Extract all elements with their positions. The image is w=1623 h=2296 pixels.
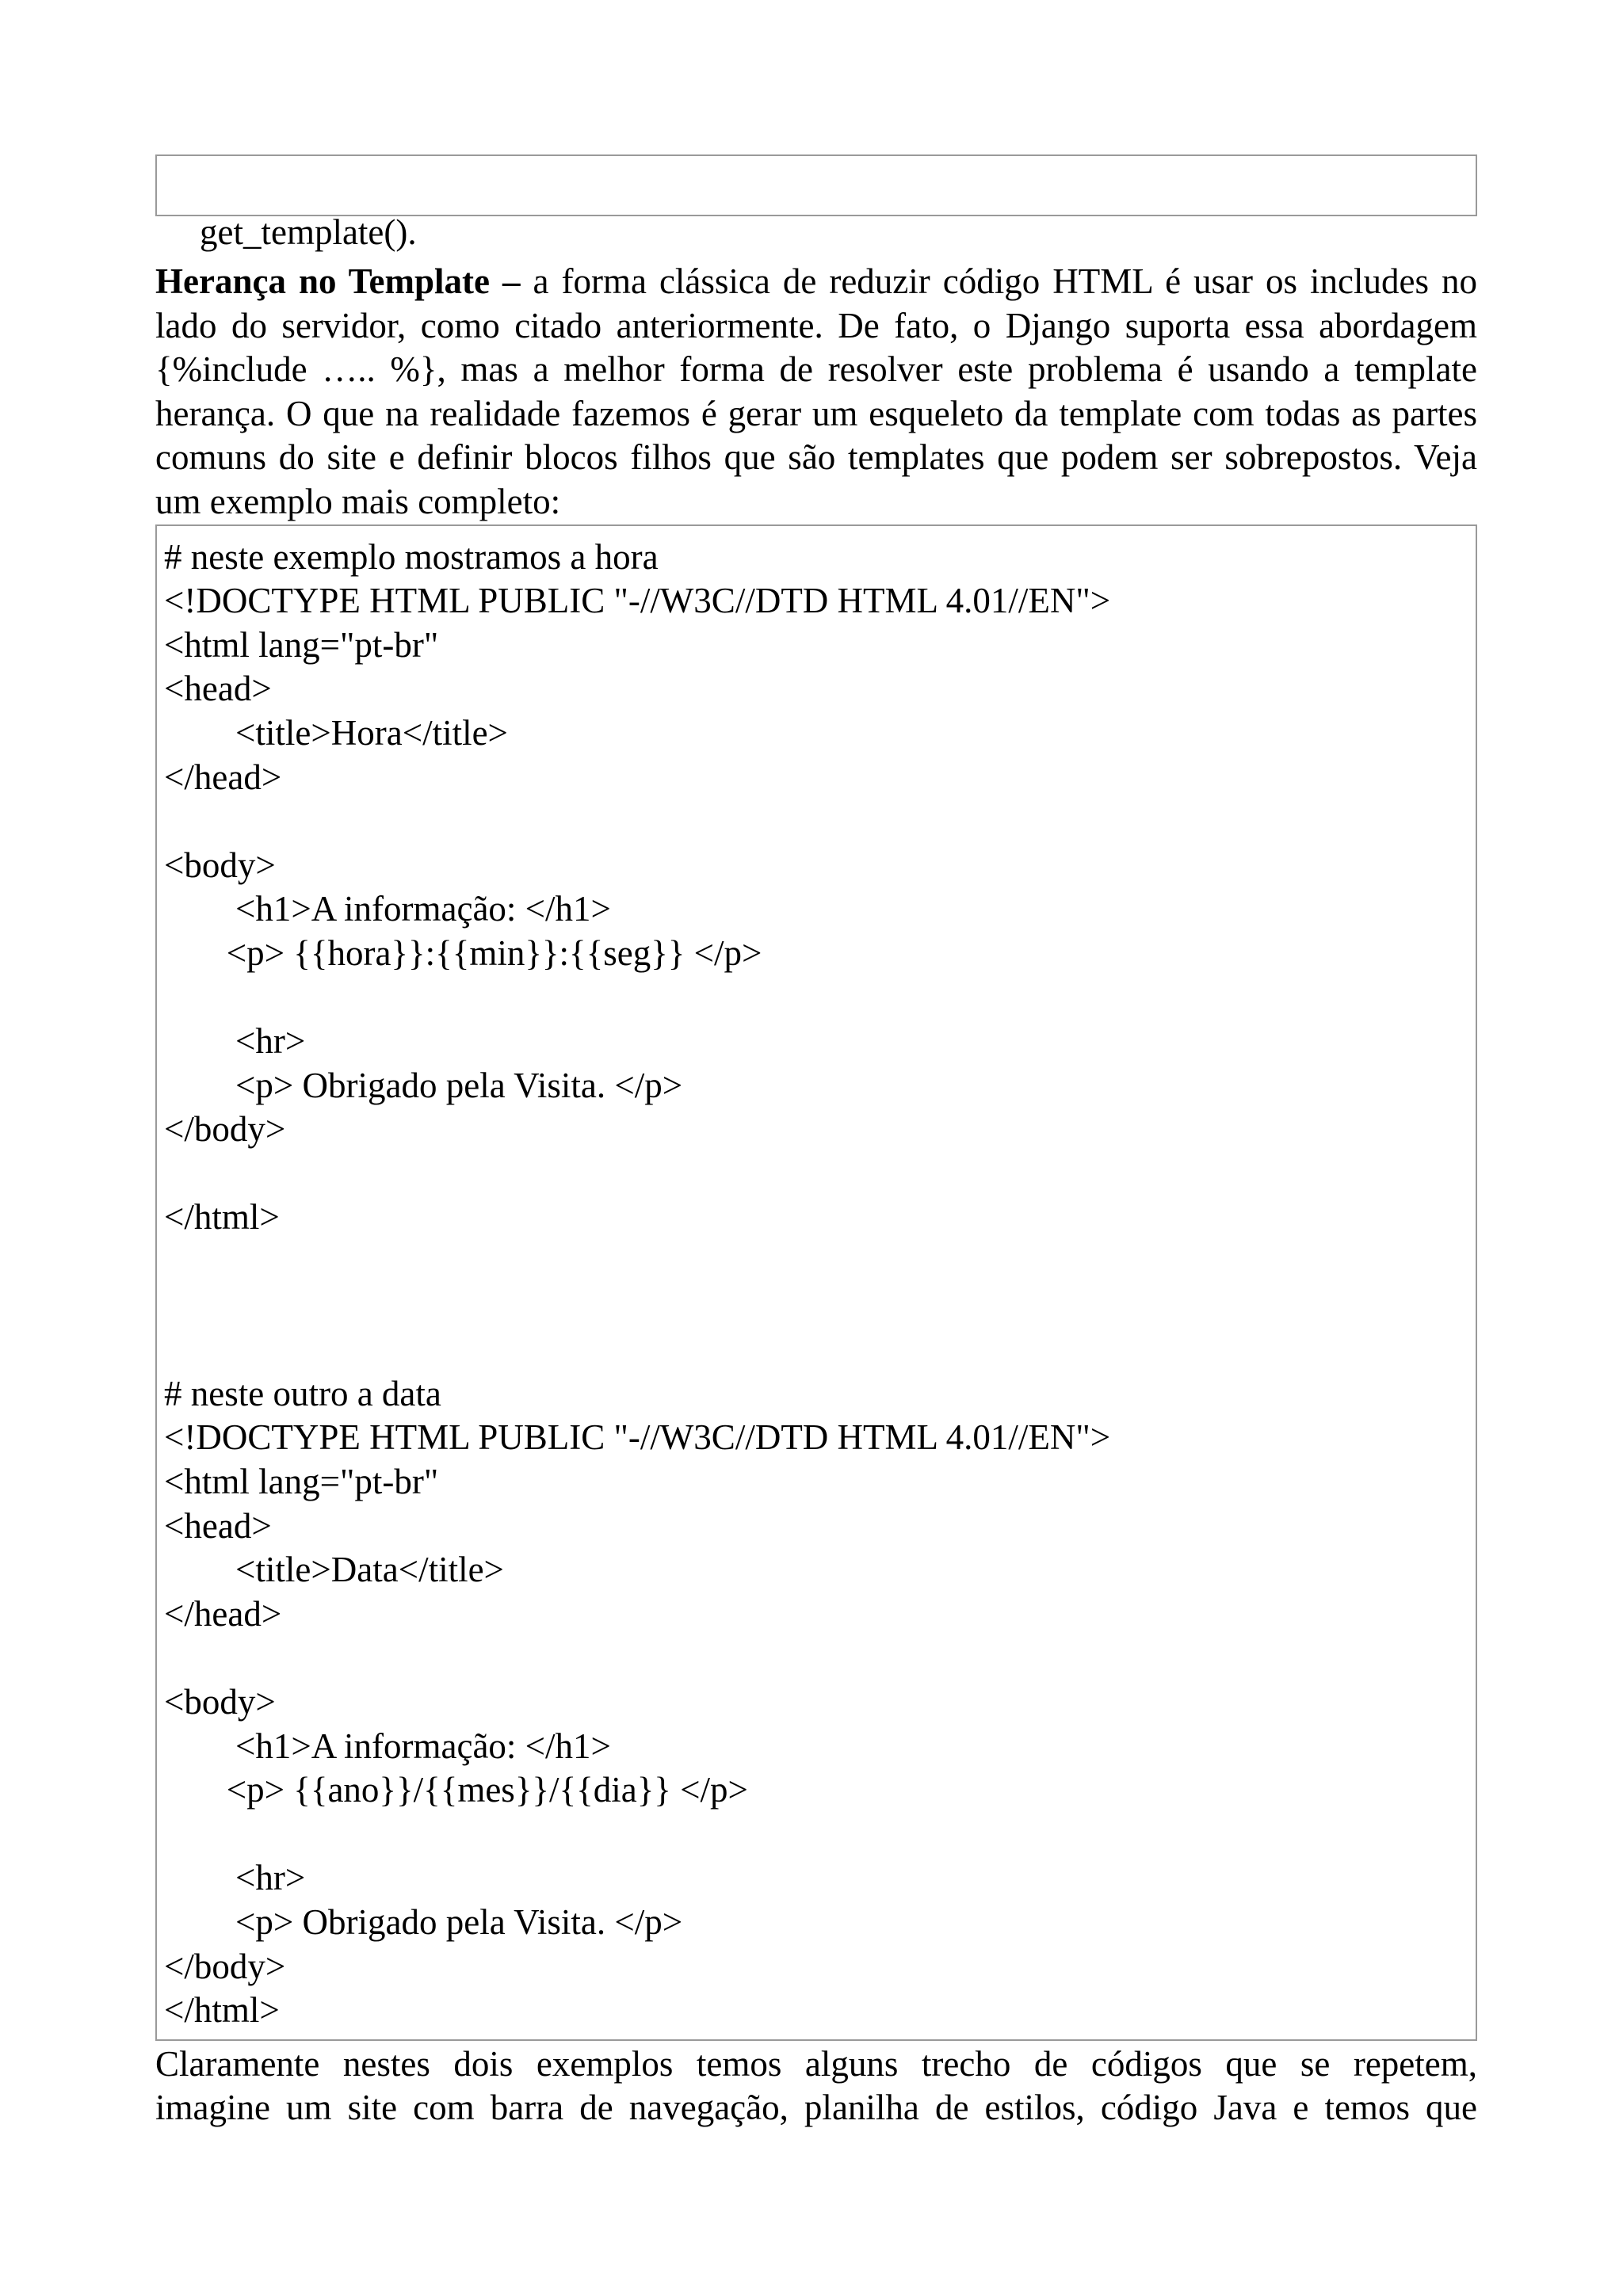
paragraph-lead: Herança no Template – <box>155 261 521 301</box>
code-line: <head> <box>164 1505 272 1546</box>
code-line <box>164 1284 1476 1329</box>
code-line <box>164 1328 1476 1372</box>
paragraph-body: a forma clássica de reduzir código HTML é usar os includes no lado do servidor, como citado anteriormente. De fato, o Django suporta essa abordagem {%include ….. %}, mas a melhor forma de resolver este problema é usando a template herança. O que na realidade fazemos é gerar um esqueleto da template com todas as partes comuns do site e definir blocos filhos que são templates que podem ser sobrepostos. Veja um exemplo mais completo: <box>155 261 1477 521</box>
code-line <box>164 1813 1476 1857</box>
code-line: <p> {{hora}}:{{min}}:{{seg}} </p> <box>164 933 762 973</box>
code-line: </html> <box>164 1197 280 1238</box>
paragraph-line: Claramente nestes dois exemplos temos alguns trecho de códigos que se repetem, <box>155 2043 1477 2084</box>
code-line: <body> <box>164 1682 276 1722</box>
code-line: # neste outro a data <box>164 1373 441 1413</box>
code-line <box>164 799 1476 844</box>
code-line: <h1>A informação: </h1> <box>164 1726 611 1766</box>
code-line: <body> <box>164 845 276 885</box>
code-line: </body> <box>164 1109 286 1150</box>
code-line: <html lang="pt-br" <box>164 624 439 665</box>
code-line: <title>Data</title> <box>164 1550 504 1590</box>
code-line: <h1>A informação: </h1> <box>164 889 611 929</box>
document-page <box>155 154 1477 2130</box>
code-line: <!DOCTYPE HTML PUBLIC "-//W3C//DTD HTML 4.01//EN"> <box>164 1417 1111 1458</box>
code-line: <head> <box>164 669 272 709</box>
code-line: <p> {{ano}}/{{mes}}/{{dia}} </p> <box>164 1770 748 1810</box>
code-line: <hr> <box>164 1021 306 1062</box>
code-line: <p> Obrigado pela Visita. </p> <box>164 1901 683 1942</box>
code-line: </body> <box>164 1946 286 1986</box>
code-line: # neste exemplo mostramos a hora <box>164 536 659 577</box>
code-snippet-box <box>155 154 1477 252</box>
code-line: <hr> <box>164 1858 306 1898</box>
code-snippet-text: get_template(). <box>200 212 417 252</box>
paragraph-heranca <box>155 260 1477 524</box>
code-line <box>164 1636 1476 1680</box>
code-line: </html> <box>164 1990 280 2031</box>
code-line: <!DOCTYPE HTML PUBLIC "-//W3C//DTD HTML 4.01//EN"> <box>164 581 1111 621</box>
code-line: <html lang="pt-br" <box>164 1462 439 1502</box>
code-line: <title>Hora</title> <box>164 712 508 753</box>
code-example-box <box>155 524 1477 2041</box>
paragraph-conclusion <box>155 2041 1477 2130</box>
code-line <box>164 976 1476 1020</box>
paragraph-line: imagine um site com barra de navegação, planilha de estilos, código Java e temos que <box>155 2088 1477 2128</box>
code-line: </head> <box>164 757 282 797</box>
code-line <box>164 1240 1476 1284</box>
code-line <box>164 1152 1476 1196</box>
code-line: </head> <box>164 1593 282 1634</box>
code-line: <p> Obrigado pela Visita. </p> <box>164 1065 683 1105</box>
